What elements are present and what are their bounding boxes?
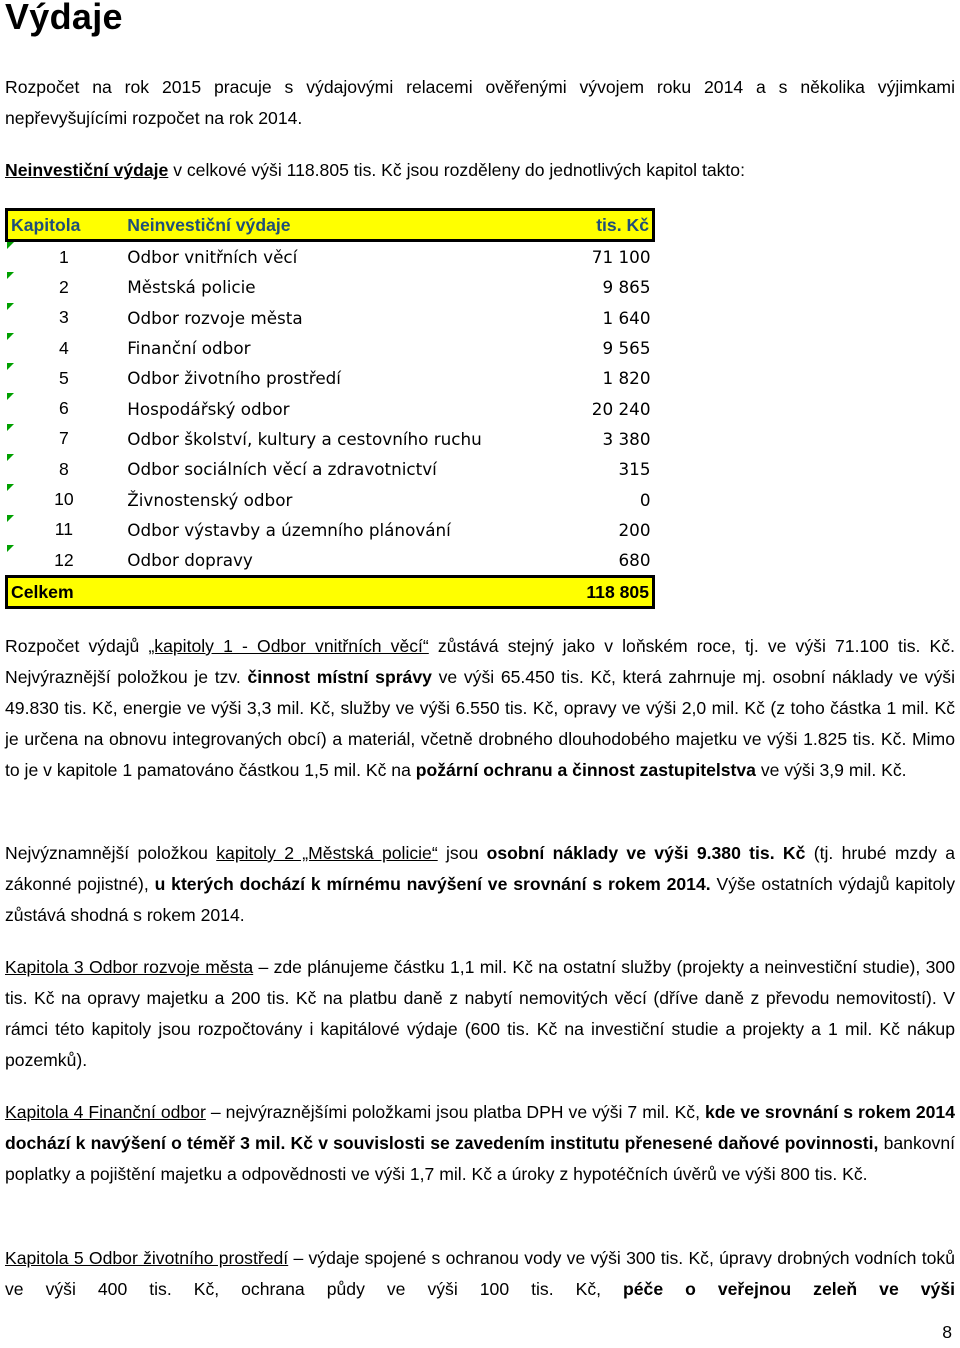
paragraph-kapitola-5 bbox=[5, 1243, 955, 1305]
row-name: Odbor rozvoje města bbox=[127, 307, 303, 328]
table-row bbox=[7, 303, 654, 333]
p2-link-kapitola: kapitoly 2 „Městská policie“ bbox=[216, 843, 438, 863]
table-row bbox=[7, 363, 654, 393]
row-name: Odbor dopravy bbox=[127, 550, 253, 571]
p4-link-kapitola: Kapitola 4 Finanční odbor bbox=[5, 1102, 206, 1122]
row-number: 3 bbox=[7, 303, 125, 333]
table-row bbox=[7, 484, 654, 514]
paragraph-kapitola-2 bbox=[5, 838, 955, 931]
p1-bold-a: činnost místní správy bbox=[247, 667, 432, 687]
expenditure-table bbox=[5, 208, 655, 609]
table-row bbox=[7, 545, 654, 577]
p4-bold-a: kde ve srovnání s rokem 2014 dochází k navýšení o téměř 3 mil. Kč v souvislosti se zavedením institutu přenesené daňové povinnosti, bbox=[5, 1102, 956, 1153]
row-value: 71 100 bbox=[591, 247, 651, 268]
lead-paragraph bbox=[5, 155, 955, 186]
p2-text-a: Nejvýznamnější položkou bbox=[5, 843, 217, 863]
p5-link-kapitola: Kapitola 5 Odbor životního prostředí bbox=[5, 1248, 289, 1268]
table-row bbox=[7, 454, 654, 484]
page-number: 8 bbox=[942, 1322, 952, 1342]
paragraph-kapitola-4 bbox=[5, 1097, 955, 1190]
p1-link-kapitola: „kapitoly 1 - Odbor vnitřních věcí“ bbox=[148, 636, 429, 656]
row-name: Odbor školství, kultury a cestovního ruchu bbox=[127, 428, 482, 449]
row-number: 1 bbox=[7, 241, 125, 273]
intro-paragraph: Rozpočet na rok 2015 pracuje s výdajovými relacemi ověřenými vývojem roku 2014 a s několika výjimkami nepřevyšujícími rozpočet na rok 2014. bbox=[5, 77, 955, 128]
header-unit: tis. Kč bbox=[528, 210, 653, 241]
total-value: 118 805 bbox=[528, 577, 653, 608]
p2-text-b: jsou bbox=[437, 843, 487, 863]
row-value: 20 240 bbox=[591, 398, 651, 419]
row-name: Odbor životního prostředí bbox=[127, 368, 341, 389]
p5-text-a: – výdaje spojené s ochranou vody ve výši 300 tis. Kč, úpravy drobných vodních toků ve výši 400 tis. Kč, ochrana půdy ve výši 100 tis. Kč, bbox=[5, 1248, 955, 1299]
row-name: Městská policie bbox=[127, 277, 256, 298]
lead-rest: v celkové výši 118.805 tis. Kč jsou rozděleny do jednotlivých kapitol takto: bbox=[168, 160, 745, 180]
row-value: 9 565 bbox=[602, 338, 651, 359]
row-number: 6 bbox=[7, 393, 125, 423]
paragraph-kapitola-1 bbox=[5, 631, 955, 786]
row-value: 315 bbox=[618, 459, 651, 480]
row-value: 0 bbox=[639, 489, 651, 510]
row-number: 10 bbox=[7, 484, 125, 514]
p2-bold-a: osobní náklady ve výši 9.380 tis. Kč bbox=[486, 843, 806, 863]
row-number: 5 bbox=[7, 363, 125, 393]
p3-text-a: – zde plánujeme částku 1,1 mil. Kč na ostatní služby (projekty a neinvestiční studie), 300 tis. Kč na opravy majetku a 200 tis. Kč na platbu daně z nabytí nemovitých věcí (dříve daně z převodu nemovitostí). V rámci této kapitoly jsou rozpočtovány i kapitálové výdaje (600 tis. Kč na investiční studie a projekty a 1 mil. Kč nákup pozemků). bbox=[5, 957, 955, 1070]
p1-text-d: ve výši 3,9 mil. Kč. bbox=[755, 760, 907, 780]
table-header-row bbox=[7, 210, 654, 241]
row-value: 9 865 bbox=[602, 277, 651, 298]
total-spacer bbox=[124, 577, 528, 608]
p2-text-d: Výše ostatních výdajů kapitoly zůstává shodná s rokem 2014. bbox=[5, 874, 955, 925]
p1-bold-b: požární ochranu a činnost zastupitelstva bbox=[415, 760, 756, 780]
page-title: Výdaje bbox=[5, 0, 123, 37]
p3-link-kapitola: Kapitola 3 Odbor rozvoje města bbox=[5, 957, 254, 977]
row-number: 2 bbox=[7, 272, 125, 302]
paragraph-kapitola-3 bbox=[5, 952, 955, 1076]
row-number: 8 bbox=[7, 454, 125, 484]
row-number: 7 bbox=[7, 424, 125, 454]
p5-bold-a: péče o veřejnou zeleň ve výši bbox=[623, 1279, 955, 1299]
lead-bold: Neinvestiční výdaje bbox=[5, 160, 169, 180]
row-value: 1 820 bbox=[602, 368, 651, 389]
p1-text-c: ve výši 65.450 tis. Kč, která zahrnuje mj. osobní náklady ve výši 49.830 tis. Kč, energie ve výši 3,3 mil. Kč, služby ve výši 6.550 tis. Kč, opravy ve výši 2,0 mil. Kč (z toho částka 1 mil. Kč je určena na obnovu integrovaných obcí) a materiál, včetně drobného dlouhodobého majetku ve výši 1.825 tis. Kč. Mimo to je v kapitole 1 pamatováno částkou 1,5 mil. Kč na bbox=[5, 667, 955, 780]
row-name: Finanční odbor bbox=[127, 338, 251, 359]
row-value: 200 bbox=[618, 519, 651, 540]
p1-text-b: zůstává stejný jako v loňském roce, tj. ve výši 71.100 tis. Kč. Nejvýraznější položkou je tzv. bbox=[5, 636, 955, 687]
table-row bbox=[7, 393, 654, 423]
p2-text-c: (tj. hrubé mzdy a zákonné pojistné), bbox=[5, 843, 956, 894]
table-row bbox=[7, 241, 654, 273]
row-value: 1 640 bbox=[602, 307, 651, 328]
row-number: 11 bbox=[7, 515, 125, 545]
table-row bbox=[7, 333, 654, 363]
row-name: Živnostenský odbor bbox=[127, 489, 293, 510]
row-value: 680 bbox=[618, 550, 651, 571]
p2-bold-b: u kterých dochází k mírnému navýšení ve srovnání s rokem 2014. bbox=[154, 874, 711, 894]
header-kapitola: Kapitola bbox=[7, 210, 125, 241]
row-value: 3 380 bbox=[602, 428, 651, 449]
row-name: Odbor sociálních věcí a zdravotnictví bbox=[127, 459, 437, 480]
row-name: Odbor vnitřních věcí bbox=[127, 247, 298, 268]
total-label: Celkem bbox=[7, 577, 125, 608]
table-total-row bbox=[7, 577, 654, 608]
p4-text-a: – nejvýraznějšími položkami jsou platba DPH ve výši 7 mil. Kč, bbox=[205, 1102, 706, 1122]
table-row bbox=[7, 424, 654, 454]
header-name: Neinvestiční výdaje bbox=[124, 210, 528, 241]
p4-text-b: bankovní poplatky a pojištění majetku a odpovědnosti ve výši 1,7 mil. Kč a úroky z hypotéčních úvěrů ve výši 800 tis. Kč. bbox=[5, 1133, 955, 1184]
table-row bbox=[7, 272, 654, 302]
row-number: 12 bbox=[7, 545, 125, 577]
row-name: Odbor výstavby a územního plánování bbox=[127, 519, 451, 540]
p1-text-a: Rozpočet výdajů bbox=[5, 636, 149, 656]
row-name: Hospodářský odbor bbox=[127, 398, 290, 419]
table-row bbox=[7, 515, 654, 545]
row-number: 4 bbox=[7, 333, 125, 363]
